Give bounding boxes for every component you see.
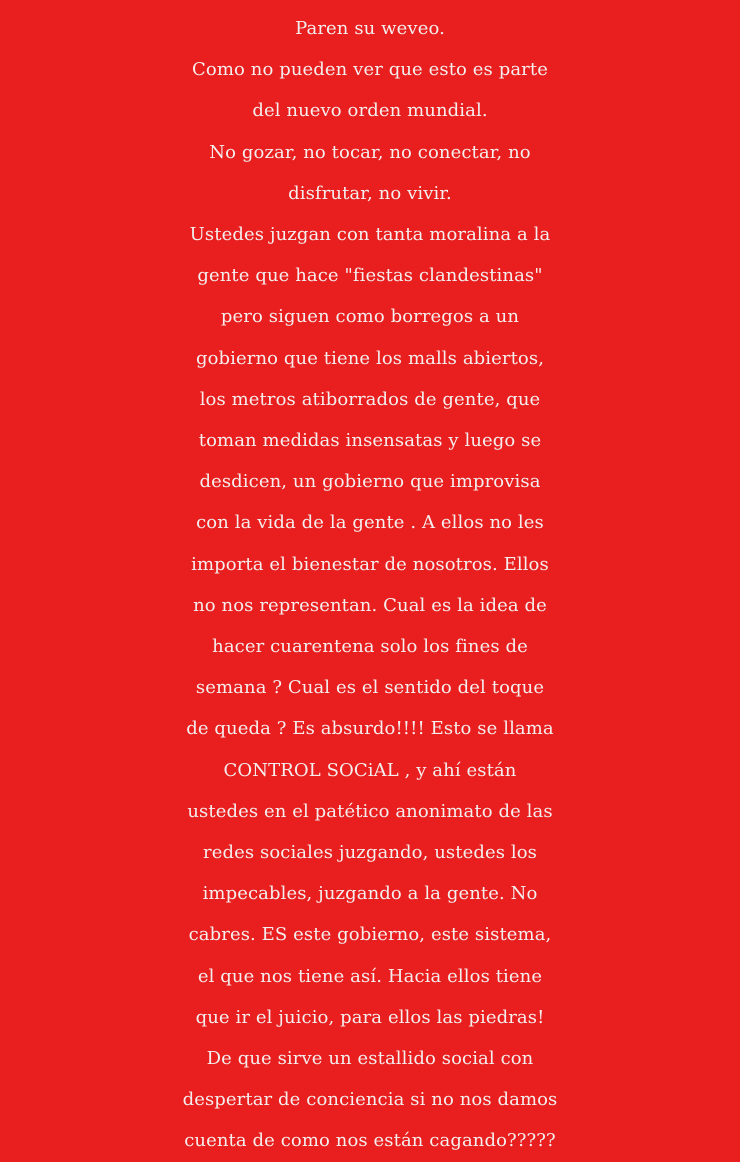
story-text-line: los metros atiborrados de gente, que [199,388,541,410]
story-text-line: cabres. ES este gobierno, este sistema, [188,924,552,946]
story-text-line: gobierno que tiene los malls abiertos, [195,347,545,369]
story-text-line: Como no pueden ver que esto es parte [192,59,548,81]
story-text-line: gente que hace "fiestas clandestinas" [197,265,543,287]
story-text-line: con la vida de la gente . A ellos no les [196,512,544,534]
story-text-line: que ir el juicio, para ellos las piedras! [195,1006,545,1028]
story-text-line: CONTROL SOCiAL , y ahí están [223,759,517,781]
story-text-line: despertar de conciencia si no nos damos [182,1089,558,1111]
story-text-line: del nuevo orden mundial. [252,100,488,122]
story-text-line: no nos representan. Cual es la idea de [193,594,547,616]
story-text-line: De que sirve un estallido social con [206,1048,534,1070]
story-text-line: pero siguen como borregos a un [220,306,520,328]
story-text-line: desdicen, un gobierno que improvisa [199,471,541,493]
story-text-line: ustedes en el patético anonimato de las [187,800,553,822]
story-text-line: disfrutar, no vivir. [288,182,452,204]
story-text-line: No gozar, no tocar, no conectar, no [209,141,531,163]
story-text-line: Ustedes juzgan con tanta moralina a la [189,224,551,246]
story-text-line: de queda ? Es absurdo!!!! Esto se llama [186,718,554,740]
story-text-line: semana ? Cual es el sentido del toque [195,677,545,699]
story-text-line: hacer cuarentena solo los fines de [212,636,528,658]
story-text-line: cuenta de como nos están cagando????? [184,1130,556,1152]
story-text-line: importa el bienestar de nosotros. Ellos [191,553,549,575]
story-text-line: el que nos tiene así. Hacia ellos tiene [197,965,543,987]
story-text-block [0,8,740,1162]
story-text-line: redes sociales juzgando, ustedes los [203,842,537,864]
story-text-line: toman medidas insensatas y luego se [198,430,542,452]
story-text-line: impecables, juzgando a la gente. No [202,883,538,905]
story-text-line: Paren su weveo. [295,18,445,39]
